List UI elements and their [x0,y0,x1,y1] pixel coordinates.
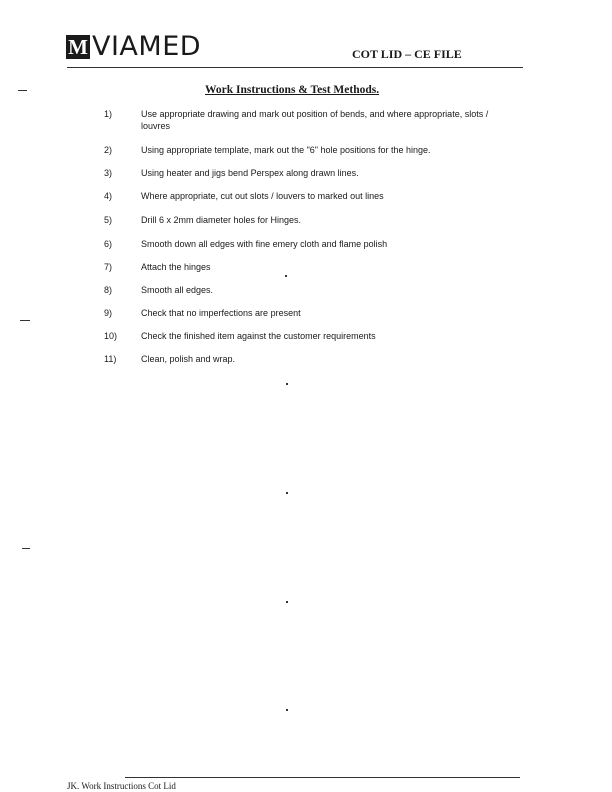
step-number: 11) [104,354,117,364]
scan-mark [286,601,288,603]
step-text: Attach the hinges [141,262,211,272]
step-text: Check the finished item against the customer requirements [141,331,376,341]
logo-mark: M [66,35,90,59]
step-number: 4) [104,191,113,201]
step-text: Use appropriate drawing and mark out position of bends, and where appropriate, slots / louvres [141,109,489,131]
step-number: 9) [104,308,113,318]
step-number: 10) [104,331,118,341]
step-number: 3) [104,168,113,178]
scan-mark [286,383,288,385]
scan-mark [18,90,27,91]
step-text: Smooth all edges. [141,285,214,295]
scan-mark [286,492,288,494]
footer-text: JK. Work Instructions Cot Lid [67,781,176,791]
step-number: 6) [104,239,113,249]
scan-mark [20,320,30,321]
step-text: Drill 6 x 2mm diameter holes for Hinges. [141,215,302,225]
step-text: Using appropriate template, mark out the "6" hole positions for the hinge. [141,145,431,155]
step-number: 5) [104,215,113,225]
logo-text: VIAMED [92,31,202,62]
scan-mark [22,548,30,549]
step-text: Check that no imperfections are present [141,308,301,318]
step-number: 8) [104,285,113,295]
step-text: Where appropriate, cut out slots / louvers to marked out lines [141,191,384,201]
step-text: Smooth down all edges with fine emery cloth and flame polish [141,239,388,249]
scan-mark [285,275,287,277]
step-number: 1) [104,109,113,119]
scan-mark [286,709,288,711]
header-divider [67,67,523,68]
step-text: Clean, polish and wrap. [141,354,236,364]
viamed-logo [66,31,202,62]
page-title: Work Instructions & Test Methods. [205,84,380,96]
step-number: 7) [104,262,113,272]
step-text: Using heater and jigs bend Perspex along drawn lines. [141,168,359,178]
step-number: 2) [104,145,113,155]
footer-divider [125,777,520,778]
document-label: COT LID – CE FILE [352,47,462,61]
